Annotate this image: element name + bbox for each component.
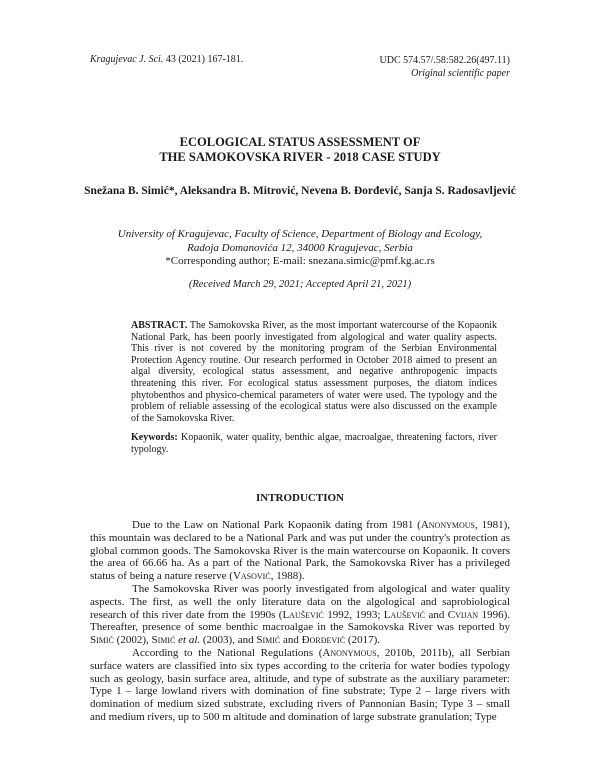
affiliation: [0, 228, 600, 269]
affiliation-line-1: University of Kragujevac, Faculty of Science, Department of Biology and Ecology,: [117, 228, 483, 240]
paper-type: Original scientific paper: [411, 68, 510, 79]
affiliation-line-2: Radoja Domanovića 12, 34000 Kragujevac, Serbia: [187, 241, 413, 254]
abstract-label: ABSTRACT.: [131, 320, 188, 331]
keywords-text: Kopaonik, water quality, benthic algae, macroalgae, threatening factors, river typology.: [131, 432, 497, 455]
title-line-2: THE SAMOKOVSKA RIVER - 2018 CASE STUDY: [159, 150, 441, 164]
paragraph: According to the National Regulations (Anonymous, 2010b, 2011b), all Serbian surface waters are classified into six types according to the criteria for water bodies typology such as geology, basin surface area, altitude, and type of substrate as the auxiliary parameter: Type 1 – large lowland rivers with domination of fine substrate; Type 2 – large rivers with domination of medium sized substrate, excluding rivers of Pannonian Basin; Type 3 – small and medium rivers, up to 500 m altitude and domination of large substrate granulation; Type: [90, 646, 510, 723]
header-right: [380, 54, 510, 80]
body-text: [90, 519, 510, 724]
journal-citation: [90, 54, 243, 65]
author-list: Snežana B. Simić*, Aleksandra B. Mitrović, Nevena B. Đorđević, Sanja S. Radosavljević: [84, 185, 516, 197]
corresponding-author: *Corresponding author; E-mail: snezana.simic@pmf.kg.ac.rs: [165, 255, 435, 267]
abstract: [131, 320, 497, 424]
journal-volume: 43 (2021) 167-181.: [163, 54, 244, 65]
udc-code: UDC 574.57/.58:582.26(497.11): [379, 55, 510, 66]
received-dates: (Received March 29, 2021; Accepted April 21, 2021): [188, 279, 412, 290]
section-heading: INTRODUCTION: [255, 492, 344, 504]
abstract-text: The Samokovska River, as the most important watercourse of the Kopaonik National Park, has been poorly investigated from algological and water quality aspects. This river is not covered by the monitoring program of the Serbian Environmental Protection Agency routine. Our research performed in October 2018 aimed to present an algal diversity, ecological status assessment, and negative anthropogenic impacts threatening this river. For ecological status assessment purposes, the diatom indices phytobenthos and physico-chemical parameters of water were used. The typology and the problem of reliable assessing of the ecological status were also discussed on the example of the Samokovska River.: [131, 320, 497, 424]
paragraph: The Samokovska River was poorly investigated from algological and water quality aspects. The first, as well the only literature data on the algological and saprobiological research of this river date from the 1990s (Laušević 1992, 1993; Laušević and Cvijan 1996). Thereafter, presence of some benthic macroalgae in the Samokovska River was reported by Simić (2002), Simić et al. (2003), and Simić and Đorđević (2017).: [90, 582, 510, 647]
keywords-label: Keywords:: [131, 432, 178, 443]
paragraph: Due to the Law on National Park Kopaonik dating from 1981 (Anonymous, 1981), this mountain was declared to be a National Park and was put under the country's protection as global common goods. The Samokovska River is the main watercourse on Kopaonik. It covers the area of 66.66 ha. As a part of the National Park, the Samokovska River has a privileged status of being a nature reserve (Vasović, 1988).: [90, 519, 510, 583]
journal-name: Kragujevac J. Sci.: [90, 54, 164, 65]
title-line-1: ECOLOGICAL STATUS ASSESSMENT OF: [179, 135, 421, 149]
paper-title: [0, 135, 600, 165]
keywords: [131, 432, 497, 455]
